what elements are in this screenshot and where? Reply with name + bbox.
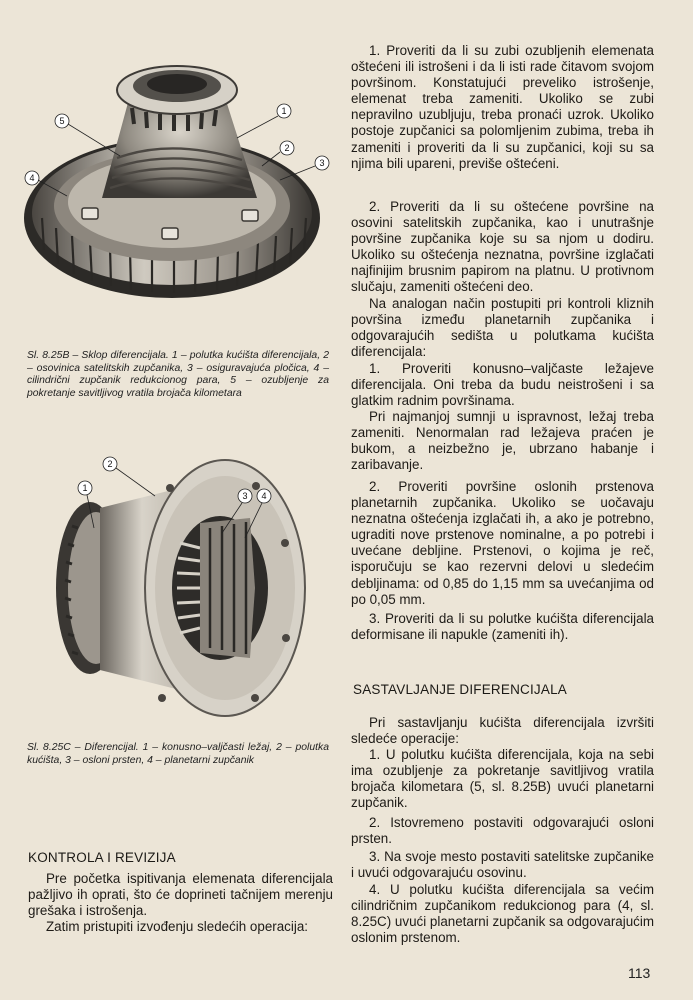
paragraph: 2. Proveriti površine oslonih prstenova planetarnih zupčanika. Ukoliko se uočavaju neznatna oštećenja izglačati ih, a ako je potrebno, ugraditi nove prstenove nominalne, a po potrebi i uvećane debljine. Prstenovi, o kojima je reč, isporučuju se kao rezervni delovi u sledećim debljinama: od 0,85 do 1,15 mm sa uvećanjima od po 0,05 mm.: [351, 479, 654, 607]
paragraph: 1. Proveriti konusno–valjčaste ležajeve diferencijala. Oni treba da budu neistrošeni i sa glatkim radnim površinama.: [351, 361, 654, 409]
paragraph: Zatim pristupiti izvođenju sledećih operacija:: [46, 919, 308, 934]
section-heading-kontrola: KONTROLA I REVIZIJA: [28, 850, 176, 865]
callout-1: 1: [281, 106, 287, 116]
paragraph: 1. Proveriti da li su zubi ozubljenih elemenata oštećeni ili istrošeni i da li isti rade čitavom svojom površinom. Konstatujući preveliko istrošenje, elemenat treba zameniti. Ukoliko se zubi nepravilno uzubljuju, treba pronaći uzrok. Ukoliko postoje zupčanici sa polomljenim zubima, treba ih zameniti i proveriti da li su zupčanici, koji su sa njima bili upareni, previše oštećeni.: [351, 43, 654, 171]
figure-caption-825b: Sl. 8.25B – Sklop diferencijala. 1 – polutka kućišta diferencijala, 2 – osovinica satelitskih zupčanika, 3 – osiguravajuća pločica, 4 – cilindrični zupčanik redukcionog para, 5 – ozubljenje za pokretanje savitljivog vratila brojača kilometara: [27, 350, 329, 399]
paragraph: 3. Proveriti da li su polutke kućišta diferencijala deformisane ili napukle (zameniti ih).: [351, 611, 654, 643]
callout-2: 2: [284, 143, 290, 153]
differential-photo: [50, 448, 318, 730]
paragraph: 2. Proveriti da li su oštećene površine na osovini satelitskih zupčanika, kao i unutrašnje površine zupčanika koje su sa njom u dodiru. Ukoliko su oštećenja neznatna, površine izglačati najfinijim brusnim papirom na platnu. U protivnom slučaju, zameniti oštećeni deo.: [351, 199, 654, 295]
paragraph: 1. U polutku kućišta diferencijala, koja na sebi ima ozubljenje za pokretanje savitljivog vratila brojača kilometara (5, sl. 8.25B) uvući planetarni zupčanik.: [351, 747, 654, 811]
callout-5: 5: [59, 116, 65, 126]
figure-differential-assembly: [22, 28, 334, 348]
callout-4: 4: [29, 173, 35, 183]
paragraph: 2. Istovremeno postaviti odgovarajući osloni prsten.: [351, 815, 654, 847]
paragraph: Pri najmanjoj sumnji u ispravnost, ležaj treba zameniti. Nenormalan rad ležajeva praćen je bukom, a neizbežno je, ubrzano habanje i zaribavanje.: [351, 409, 654, 473]
callout-3: 3: [319, 158, 325, 168]
paragraph: Na analogan način postupiti pri kontroli kliznih površina između planetarnih zupčanika i odgovarajućih sedišta u polutkama kućišta diferencijala:: [351, 296, 654, 360]
section-heading-sastavljanje: SASTAVLJANJE DIFERENCIJALA: [353, 682, 568, 697]
callout-2: 2: [107, 459, 113, 469]
paragraph: Pri sastavljanju kućišta diferencijala izvršiti sledeće operacije:: [351, 715, 654, 747]
paragraph: 4. U polutku kućišta diferencijala sa većim cilindričnim zupčanikom redukcionog para (4, sl. 8.25C) uvući planetarni zupčanik sa odgovarajućim oslonim prstenom.: [351, 882, 654, 946]
paragraph: Pre početka ispitivanja elemenata diferencijala pažljivo ih oprati, što će doprineti tačnijem merenju grešaka i istrošenja.: [28, 871, 333, 919]
callout-1: 1: [82, 483, 88, 493]
callout-4: 4: [261, 491, 267, 501]
paragraph: 3. Na svoje mesto postaviti satelitske zupčanike i uvući odgovarajuću osovinu.: [351, 849, 654, 881]
differential-assembly-photo: [22, 28, 334, 348]
page-number: 113: [628, 965, 651, 981]
callout-3: 3: [242, 491, 248, 501]
figure-differential: [50, 448, 318, 730]
figure-caption-825c: Sl. 8.25C – Diferencijal. 1 – konusno–valjčasti ležaj, 2 – polutka kućišta, 3 – osloni prsten, 4 – planetarni zupčanik: [27, 742, 329, 766]
